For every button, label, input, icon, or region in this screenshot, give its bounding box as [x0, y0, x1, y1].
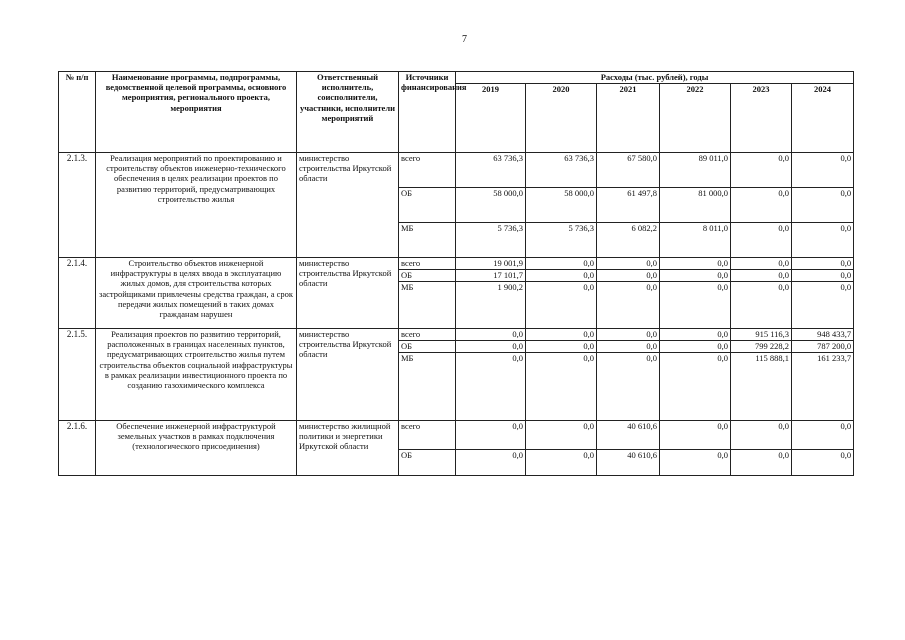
page-number: 7 [462, 34, 467, 45]
row-value: 0,0 [792, 223, 854, 258]
row-number: 2.1.3. [59, 153, 96, 258]
row-value: 0,0 [526, 282, 597, 329]
row-value: 6 082,2 [597, 223, 660, 258]
row-value: 19 001,9 [456, 258, 526, 270]
header-number: № п/п [59, 72, 96, 153]
row-value: 0,0 [526, 270, 597, 282]
row-value: 40 610,6 [597, 450, 660, 476]
row-value: 0,0 [660, 421, 731, 450]
row-value: 115 888,1 [731, 353, 792, 421]
row-name: Реализация мероприятий по проектированию и строительству объектов инженерно-технического обеспечения в целях реализации проектов по развитию территорий, предусматривающих строительство жилья [96, 153, 297, 258]
row-value: 0,0 [456, 341, 526, 353]
row-value: 0,0 [731, 223, 792, 258]
row-value: 0,0 [660, 353, 731, 421]
row-value: 0,0 [731, 153, 792, 188]
row-source: всего [399, 153, 456, 188]
row-value: 5 736,3 [526, 223, 597, 258]
row-value: 81 000,0 [660, 188, 731, 223]
row-value: 0,0 [597, 341, 660, 353]
row-source: всего [399, 258, 456, 270]
row-value: 0,0 [792, 270, 854, 282]
row-source: МБ [399, 282, 456, 329]
row-value: 5 736,3 [456, 223, 526, 258]
row-source: ОБ [399, 188, 456, 223]
row-value: 948 433,7 [792, 329, 854, 341]
row-value: 0,0 [597, 353, 660, 421]
header-expenses: Расходы (тыс. рублей), годы [456, 72, 854, 84]
row-value: 0,0 [731, 258, 792, 270]
row-value: 0,0 [792, 188, 854, 223]
row-value: 58 000,0 [456, 188, 526, 223]
row-value: 61 497,8 [597, 188, 660, 223]
row-value: 0,0 [526, 329, 597, 341]
row-source: ОБ [399, 341, 456, 353]
row-responsible: министерство строительства Иркутской области [297, 258, 399, 329]
row-value: 0,0 [597, 258, 660, 270]
row-value: 0,0 [792, 421, 854, 450]
row-source: всего [399, 329, 456, 341]
row-number: 2.1.5. [59, 329, 96, 421]
row-value: 0,0 [526, 353, 597, 421]
row-name: Обеспечение инженерной инфраструктурой земельных участков в рамках подключения (технологического присоединения) [96, 421, 297, 476]
header-year: 2022 [660, 84, 731, 153]
row-value: 0,0 [660, 341, 731, 353]
row-source: ОБ [399, 270, 456, 282]
row-value: 0,0 [792, 282, 854, 329]
row-value: 0,0 [526, 341, 597, 353]
row-value: 915 116,3 [731, 329, 792, 341]
table-row [59, 421, 854, 450]
row-value: 0,0 [660, 329, 731, 341]
row-value: 40 610,6 [597, 421, 660, 450]
row-value: 0,0 [792, 153, 854, 188]
row-source: МБ [399, 223, 456, 258]
row-value: 0,0 [731, 282, 792, 329]
row-value: 0,0 [660, 450, 731, 476]
row-value: 0,0 [456, 450, 526, 476]
row-value: 0,0 [660, 270, 731, 282]
header-year: 2024 [792, 84, 854, 153]
row-value: 0,0 [526, 258, 597, 270]
table-row [59, 153, 854, 188]
row-value: 0,0 [456, 329, 526, 341]
row-value: 0,0 [792, 450, 854, 476]
header-year: 2020 [526, 84, 597, 153]
row-value: 0,0 [731, 450, 792, 476]
table-row [59, 329, 854, 341]
header-responsible: Ответственный исполнитель, соисполнители, участники, исполнители мероприятий [297, 72, 399, 153]
row-responsible: министерство строительства Иркутской области [297, 329, 399, 421]
row-value: 17 101,7 [456, 270, 526, 282]
header-year: 2023 [731, 84, 792, 153]
header-name: Наименование программы, подпрограммы, ведомственной целевой программы, основного мероприятия, регионального проекта, мероприятия [96, 72, 297, 153]
row-value: 63 736,3 [456, 153, 526, 188]
row-source: всего [399, 421, 456, 450]
row-value: 0,0 [597, 270, 660, 282]
row-value: 0,0 [456, 353, 526, 421]
row-value: 0,0 [660, 258, 731, 270]
row-number: 2.1.6. [59, 421, 96, 476]
row-source: МБ [399, 353, 456, 421]
header-year: 2021 [597, 84, 660, 153]
table-row [59, 258, 854, 270]
row-number: 2.1.4. [59, 258, 96, 329]
row-value: 0,0 [526, 450, 597, 476]
row-value: 0,0 [526, 421, 597, 450]
row-responsible: министерство строительства Иркутской области [297, 153, 399, 258]
budget-table [58, 71, 854, 476]
row-value: 58 000,0 [526, 188, 597, 223]
row-name: Строительство объектов инженерной инфраструктуры в целях ввода в эксплуатацию жилых домов, для строительства которых застройщиками привлечены средства граждан, а срок передачи жилых помещений в таких домах гражданам нарушен [96, 258, 297, 329]
row-value: 0,0 [456, 421, 526, 450]
row-value: 0,0 [731, 421, 792, 450]
row-value: 0,0 [792, 258, 854, 270]
header-year: 2019 [456, 84, 526, 153]
row-value: 89 011,0 [660, 153, 731, 188]
row-value: 0,0 [660, 282, 731, 329]
row-source: ОБ [399, 450, 456, 476]
row-value: 0,0 [597, 282, 660, 329]
row-name: Реализация проектов по развитию территорий, расположенных в границах населенных пунктов, предусматривающих строительство жилья путем строительства объектов социальной инфраструктуры в рамках реализации инвестиционного проекта по созданию газохимического комплекса [96, 329, 297, 421]
row-value: 0,0 [731, 188, 792, 223]
row-value: 787 200,0 [792, 341, 854, 353]
row-value: 161 233,7 [792, 353, 854, 421]
row-value: 63 736,3 [526, 153, 597, 188]
row-responsible: министерство жилищной политики и энергетики Иркутской области [297, 421, 399, 476]
header-sources: Источники финансирования [399, 72, 456, 153]
row-value: 799 228,2 [731, 341, 792, 353]
row-value: 67 580,0 [597, 153, 660, 188]
row-value: 0,0 [597, 329, 660, 341]
row-value: 1 900,2 [456, 282, 526, 329]
row-value: 0,0 [731, 270, 792, 282]
row-value: 8 011,0 [660, 223, 731, 258]
